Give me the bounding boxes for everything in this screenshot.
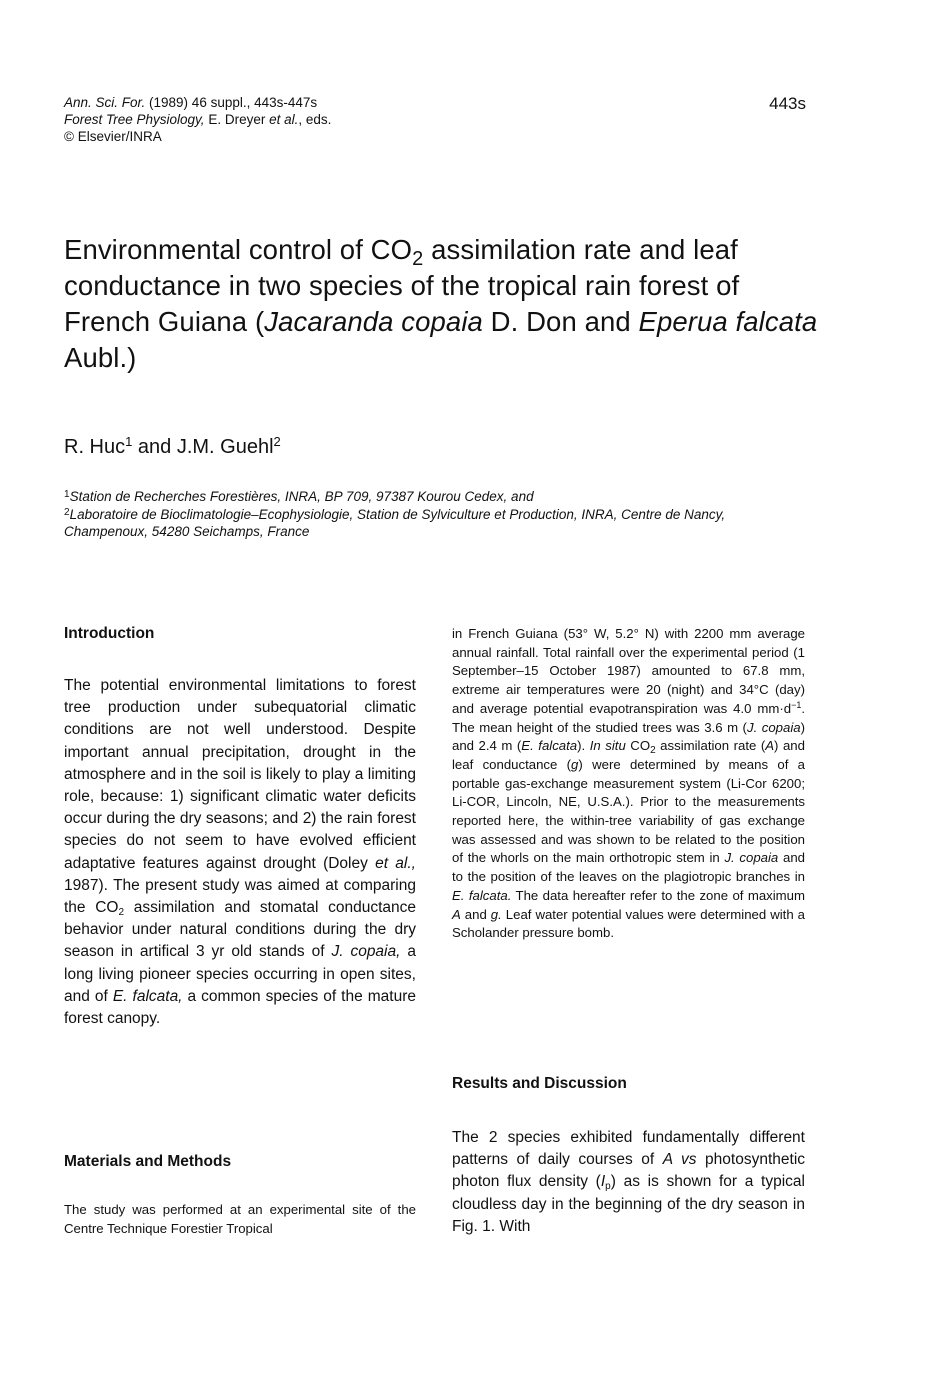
- methods-paragraph-continued: in French Guiana (53° W, 5.2° N) with 2200 mm average annual rainfall. Total rainfall over the experimental period (1 September–15 October 1987) amounted to 67.8 mm, extreme air temperatures were 20 (night) and 34°C (day) and average potential evapotranspiration was 4.0 $mm\cdot d^{-1}$. The mean height of the studied trees was 3.6 m (J. copaia) and 2.4 m (E. falcata). In situ $CO_2$ assimilation rate (A) and leaf conductance (g) were determined by means of a portable gas-exchange measurement system (Li-Cor 6200; Li-COR, Lincoln, NE, U.S.A.). Prior to the measurements reported here, the within-tree variability of gas exchange was assessed and was shown to be related to the position of the whorls on the main orthotropic stem in J. copaia and to the position of the leaves on the plagiotropic branches in E. falcata. The data hereafter refer to the zone of maximum A and g. Leaf water potential values were determined with a Scholander pressure bomb.: [452, 626, 805, 941]
- paper-title: Environmental control of $CO_2$ assimilation rate and leaf conductance in two species of the tropical rain forest of French Guiana (Jacaranda copaia D. Don and Eperua falcata Aubl.): [64, 234, 818, 373]
- book-reference: Forest Tree Physiology, E. Dreyer et al., eds.: [64, 112, 332, 127]
- results-heading: Results and Discussion: [452, 1075, 627, 1092]
- methods-paragraph-start: The study was performed at an experimental site of the Centre Technique Forestier Tropical: [64, 1202, 416, 1236]
- page-number: 443s: [769, 94, 806, 113]
- affiliation-2: $^2$Laboratoire de Bioclimatologie–Ecophysiologie, Station de Sylviculture et Production, INRA, Centre de Nancy, Champenoux, 54280 Seichamps, France: [64, 506, 726, 539]
- results-paragraph: The 2 species exhibited fundamentally different patterns of daily courses of A vs photosynthetic photon flux density $(I_p)$ as is shown for a typical cloudless day in the beginning of the dry season in Fig. 1. With: [452, 1129, 806, 1235]
- author-line: R. Huc$^1$ and J.M. Guehl$^2$: [64, 434, 281, 458]
- copyright-line: © Elsevier/INRA: [64, 129, 162, 144]
- introduction-heading: Introduction: [64, 625, 155, 642]
- affiliation-1: $^1$Station de Recherches Forestières, INRA, BP 709, 97387 Kourou Cedex, and: [64, 489, 534, 504]
- introduction-paragraph: The potential environmental limitations to forest tree production under subequatorial climatic conditions are not well understood. Despite important annual precipitation, drought in the atmosphere and in the soil is likely to play a limiting role, because: 1) significant climatic water deficits occur during the dry seasons; and 2) the rain forest species do not seem to have evolved efficient adaptative features against drought (Doley et al., 1987). The present study was aimed at comparing the $CO_2$ assimilation and stomatal conductance behavior under natural conditions during the dry season in artifical 3 yr old stands of J. copaia, a long living pioneer species occurring in open sites, and of E. falcata, a common species of the mature forest canopy.: [64, 677, 416, 1028]
- affiliations: [64, 488, 804, 541]
- running-header: [64, 94, 331, 145]
- journal-citation: Ann. Sci. For. (1989) 46 suppl., 443s-447s: [64, 95, 318, 110]
- methods-heading: Materials and Methods: [64, 1153, 232, 1170]
